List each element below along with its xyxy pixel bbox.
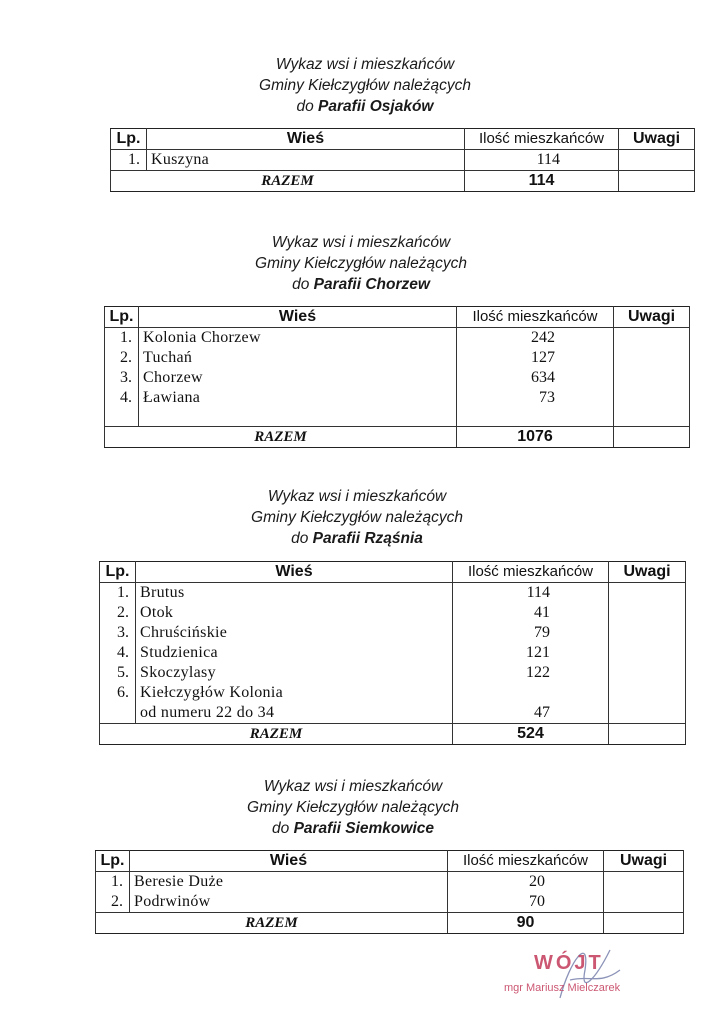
row-population: 114	[465, 150, 619, 171]
col-header-lp: Lp.	[100, 562, 136, 583]
total-notes	[614, 426, 690, 447]
row-lp: 4.	[100, 643, 136, 663]
parish-table	[95, 850, 684, 934]
row-notes	[609, 703, 686, 724]
row-notes	[604, 872, 684, 893]
row-lp	[100, 703, 136, 724]
total-row	[105, 426, 690, 447]
row-village: Chruścińskie	[136, 623, 453, 643]
row-village: Kuszyna	[147, 150, 465, 171]
row-lp: 2.	[96, 892, 130, 913]
col-header-uwagi: Uwagi	[619, 129, 695, 150]
total-row	[100, 724, 686, 745]
row-population: 47	[453, 703, 609, 724]
signature-scribble-icon	[500, 940, 660, 1010]
parish-table	[110, 128, 695, 192]
total-notes	[604, 913, 684, 934]
row-notes	[614, 328, 690, 349]
stamp-title: WÓJT	[534, 952, 604, 974]
heading-prefix: do	[296, 98, 314, 115]
table-row	[105, 388, 690, 408]
row-village: Studzienica	[136, 643, 453, 663]
row-population: 122	[453, 663, 609, 683]
parish-name: Parafii Rząśnia	[312, 530, 423, 547]
row-lp: 4.	[105, 388, 139, 408]
table-row	[105, 368, 690, 388]
table-header-row	[100, 562, 686, 583]
table-row	[100, 703, 686, 724]
col-header-ilosc: Ilość mieszkańców	[453, 562, 609, 583]
row-population: 79	[453, 623, 609, 643]
row-village: Skoczylasy	[136, 663, 453, 683]
table-header-row	[105, 307, 690, 328]
row-village: Beresie Duże	[130, 872, 448, 893]
row-lp: 2.	[105, 348, 139, 368]
row-population: 634	[457, 368, 614, 388]
table-row	[100, 583, 686, 604]
row-village: Chorzew	[139, 368, 457, 388]
parish-table	[104, 306, 690, 448]
section-heading	[186, 232, 536, 295]
row-population: 127	[457, 348, 614, 368]
parish-table	[99, 561, 686, 745]
heading-line3	[186, 274, 536, 295]
row-population: 20	[448, 872, 604, 893]
table-row	[105, 328, 690, 349]
row-village: Ławiana	[139, 388, 457, 408]
table-row	[100, 623, 686, 643]
section-heading	[190, 54, 540, 117]
total-notes	[619, 171, 695, 192]
spacer-cell	[457, 408, 614, 426]
table-row	[100, 643, 686, 663]
row-population: 41	[453, 603, 609, 623]
row-village: od numeru 22 do 34	[136, 703, 453, 724]
parish-name: Parafii Osjaków	[318, 98, 434, 115]
table-row	[105, 348, 690, 368]
row-lp: 1.	[96, 872, 130, 893]
total-value: 524	[453, 724, 609, 745]
parish-name: Parafii Siemkowice	[293, 820, 434, 837]
row-population	[453, 683, 609, 703]
col-header-lp: Lp.	[105, 307, 139, 328]
row-population: 242	[457, 328, 614, 349]
row-population: 73	[457, 388, 614, 408]
row-village: Otok	[136, 603, 453, 623]
parish-name: Parafii Chorzew	[313, 276, 430, 293]
row-notes	[609, 663, 686, 683]
row-population: 114	[453, 583, 609, 604]
table-row	[96, 872, 684, 893]
heading-prefix: do	[292, 276, 310, 293]
spacer-cell	[105, 408, 139, 426]
col-header-lp: Lp.	[96, 851, 130, 872]
row-notes	[614, 348, 690, 368]
total-label: RAZEM	[105, 426, 457, 447]
row-village: Brutus	[136, 583, 453, 604]
heading-line3	[178, 818, 528, 839]
heading-line2: Gminy Kiełczygłów należących	[259, 77, 471, 94]
row-notes	[609, 623, 686, 643]
row-notes	[614, 368, 690, 388]
heading-line2: Gminy Kiełczygłów należących	[251, 509, 463, 526]
row-notes	[609, 643, 686, 663]
total-value: 114	[465, 171, 619, 192]
heading-line2: Gminy Kiełczygłów należących	[255, 255, 467, 272]
row-notes	[619, 150, 695, 171]
col-header-uwagi: Uwagi	[609, 562, 686, 583]
row-lp: 3.	[100, 623, 136, 643]
total-label: RAZEM	[100, 724, 453, 745]
row-lp: 5.	[100, 663, 136, 683]
col-header-ilosc: Ilość mieszkańców	[465, 129, 619, 150]
total-notes	[609, 724, 686, 745]
row-notes	[609, 603, 686, 623]
row-population: 70	[448, 892, 604, 913]
table-row-spacer	[105, 408, 690, 426]
row-lp: 1.	[105, 328, 139, 349]
total-label: RAZEM	[111, 171, 465, 192]
col-header-wies: Wieś	[139, 307, 457, 328]
col-header-uwagi: Uwagi	[604, 851, 684, 872]
row-notes	[614, 388, 690, 408]
row-village: Podrwinów	[130, 892, 448, 913]
heading-line1: Wykaz wsi i mieszkańców	[267, 488, 447, 505]
spacer-cell	[139, 408, 457, 426]
table-row	[100, 603, 686, 623]
total-label: RAZEM	[96, 913, 448, 934]
table-row	[100, 683, 686, 703]
table-header-row	[111, 129, 695, 150]
mayor-stamp	[500, 940, 660, 1010]
row-population: 121	[453, 643, 609, 663]
col-header-lp: Lp.	[111, 129, 147, 150]
row-lp: 1.	[111, 150, 147, 171]
heading-line1: Wykaz wsi i mieszkańców	[275, 56, 455, 73]
heading-line1: Wykaz wsi i mieszkańców	[271, 234, 451, 251]
heading-line2: Gminy Kiełczygłów należących	[247, 799, 459, 816]
col-header-ilosc: Ilość mieszkańców	[448, 851, 604, 872]
row-village: Tuchań	[139, 348, 457, 368]
stamp-name: mgr Mariusz Mielczarek	[504, 982, 621, 994]
heading-line3	[182, 528, 532, 549]
row-notes	[609, 583, 686, 604]
table-row	[96, 892, 684, 913]
total-value: 1076	[457, 426, 614, 447]
row-lp: 3.	[105, 368, 139, 388]
heading-line3	[190, 96, 540, 117]
section-heading	[182, 486, 532, 549]
row-notes	[609, 683, 686, 703]
row-lp: 6.	[100, 683, 136, 703]
spacer-cell	[614, 408, 690, 426]
total-value: 90	[448, 913, 604, 934]
table-row	[100, 663, 686, 683]
col-header-wies: Wieś	[147, 129, 465, 150]
heading-prefix: do	[272, 820, 290, 837]
row-village: Kolonia Chorzew	[139, 328, 457, 349]
row-village: Kiełczygłów Kolonia	[136, 683, 453, 703]
col-header-ilosc: Ilość mieszkańców	[457, 307, 614, 328]
row-notes	[604, 892, 684, 913]
col-header-wies: Wieś	[130, 851, 448, 872]
col-header-uwagi: Uwagi	[614, 307, 690, 328]
total-row	[96, 913, 684, 934]
table-header-row	[96, 851, 684, 872]
table-row	[111, 150, 695, 171]
col-header-wies: Wieś	[136, 562, 453, 583]
row-lp: 1.	[100, 583, 136, 604]
row-lp: 2.	[100, 603, 136, 623]
heading-line1: Wykaz wsi i mieszkańców	[263, 778, 443, 795]
section-heading	[178, 776, 528, 839]
heading-prefix: do	[291, 530, 309, 547]
total-row	[111, 171, 695, 192]
